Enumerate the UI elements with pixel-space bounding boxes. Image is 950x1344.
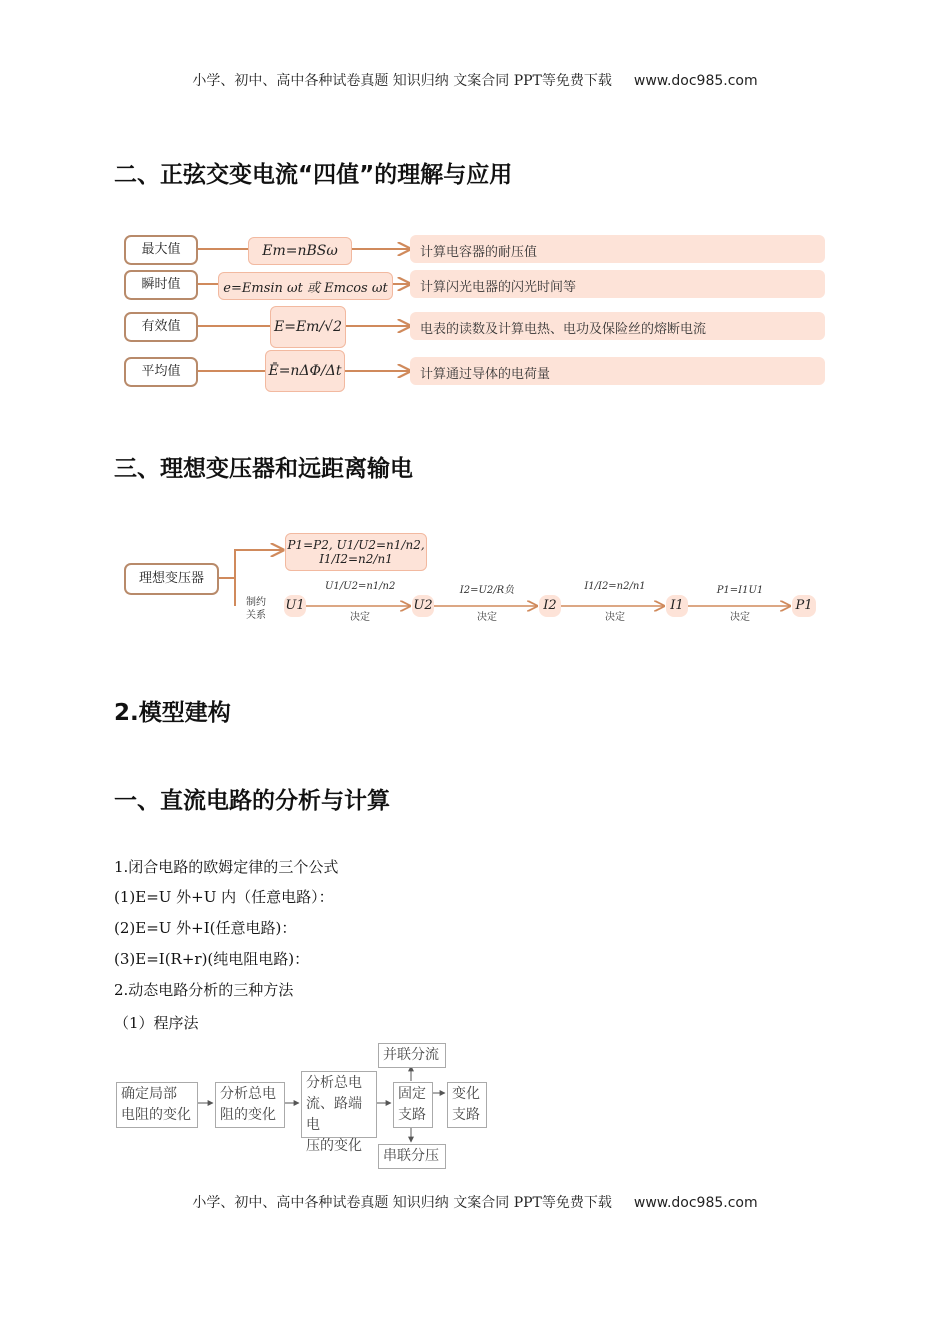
flow-box-parallel-split: 并联分流 xyxy=(378,1043,446,1068)
flow-box-variable-branch xyxy=(447,1082,487,1128)
constraint-label-2: 关系 xyxy=(246,610,266,621)
flow-box4-line2: 支路 xyxy=(398,1107,426,1123)
formula-average-text: Ē=nΔΦ/Δt xyxy=(268,363,342,379)
header-site: www.doc985.com xyxy=(633,73,758,89)
footer-text: 小学、初中、高中各种试卷真题 知识归纳 文案合同 PPT等免费下载 xyxy=(192,1195,612,1211)
flow-box1-line1: 确定局部 xyxy=(121,1086,177,1102)
transformer-top-formula-text: P1=P2, U1/U2=n1/n2, I1/I2=n2/n1 xyxy=(287,538,425,566)
label-ideal-transformer: 理想变压器 xyxy=(124,563,219,595)
text-line-6: （1）程序法 xyxy=(114,1014,199,1032)
flow-box2-line2: 阻的变化 xyxy=(220,1107,276,1123)
constraint-label-1: 制约 xyxy=(246,597,266,608)
node-u2: U2 xyxy=(412,595,434,617)
desc-average-value: 计算通过导体的电荷量 xyxy=(420,367,551,382)
text-line-1: 1.闭合电路的欧姆定律的三个公式 xyxy=(114,858,339,876)
decide-label-1: 决定 xyxy=(350,612,370,623)
formula-max-value xyxy=(248,237,352,265)
chain-formula-3: I1/I2=n2/n1 xyxy=(584,581,646,592)
header-text: 小学、初中、高中各种试卷真题 知识归纳 文案合同 PPT等免费下载 xyxy=(192,73,612,89)
label-average-value: 平均值 xyxy=(124,357,198,387)
section-title-transformer: 三、理想变压器和远距离输电 xyxy=(114,456,413,482)
decide-label-4: 决定 xyxy=(730,612,750,623)
text-line-4: (3)E=I(R+r)(纯电阻电路)： xyxy=(114,950,310,968)
flow-box-total-resistance xyxy=(215,1082,285,1128)
decide-label-3: 决定 xyxy=(605,612,625,623)
chain-formula-2: I2=U2/R负 xyxy=(459,585,515,596)
label-instant-value: 瞬时值 xyxy=(124,270,198,300)
transformer-top-formula xyxy=(285,533,427,571)
decide-label-2: 决定 xyxy=(477,612,497,623)
formula-average-value xyxy=(265,350,345,392)
flow-box5-line1: 变化 xyxy=(452,1086,480,1102)
desc-instant-value: 计算闪光电器的闪光时间等 xyxy=(420,280,577,295)
text-line-2: (1)E=U 外+U 内（任意电路）： xyxy=(114,888,334,906)
flow-box3-line3: 压的变化 xyxy=(306,1138,362,1154)
formula-instant-text: e=Emsin ωt 或 Emcos ωt xyxy=(223,280,388,296)
text-line-5: 2.动态电路分析的三种方法 xyxy=(114,981,294,999)
flow-box-fixed-branch xyxy=(393,1082,433,1128)
formula-effective-value xyxy=(270,306,346,348)
chain-formula-4: P1=I1U1 xyxy=(716,585,764,596)
node-i1: I1 xyxy=(666,595,688,617)
node-p1: P1 xyxy=(792,595,816,617)
model-title: 2.模型建构 xyxy=(114,700,231,726)
flow-box2-line1: 分析总电 xyxy=(220,1086,276,1102)
node-u1: U1 xyxy=(284,595,306,617)
desc-max-value: 计算电容器的耐压值 xyxy=(420,245,538,260)
formula-instant-value xyxy=(218,272,393,300)
formula-max-text: Em=nBSω xyxy=(262,243,338,259)
flow-box5-line2: 支路 xyxy=(452,1107,480,1123)
flow-box-current-voltage xyxy=(301,1071,377,1154)
flow-box4-line1: 固定 xyxy=(398,1086,426,1102)
flow-box-local-resistance xyxy=(116,1082,198,1128)
footer-site: www.doc985.com xyxy=(633,1195,758,1211)
desc-effective-value: 电表的读数及计算电热、电功及保险丝的熔断电流 xyxy=(420,322,707,337)
formula-effective-text: E=Em/√2 xyxy=(274,319,342,335)
flow-box-series-split: 串联分压 xyxy=(378,1144,446,1169)
flow-box1-line2: 电阻的变化 xyxy=(121,1107,191,1123)
label-max-value: 最大值 xyxy=(124,235,198,265)
flow-box3-line2: 流、路端电 xyxy=(306,1096,362,1133)
text-line-3: (2)E=U 外+I(任意电路)： xyxy=(114,919,297,937)
node-i2: I2 xyxy=(539,595,561,617)
section-title-four-values: 二、正弦交变电流“四值”的理解与应用 xyxy=(114,162,513,188)
label-effective-value: 有效值 xyxy=(124,312,198,342)
page-footer xyxy=(0,1192,950,1212)
section-title-dc-circuit: 一、直流电路的分析与计算 xyxy=(114,788,390,814)
chain-formula-1: U1/U2=n1/n2 xyxy=(325,581,396,592)
flow-box3-line1: 分析总电 xyxy=(306,1075,362,1091)
